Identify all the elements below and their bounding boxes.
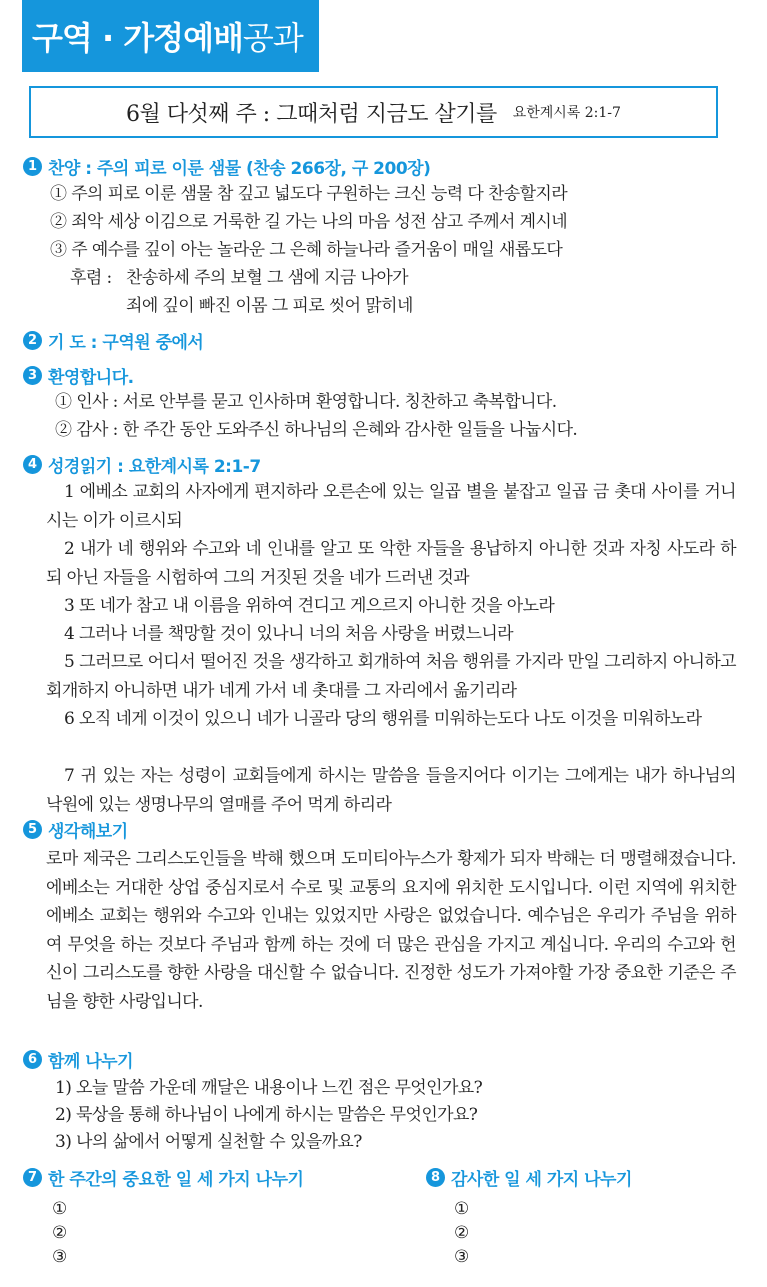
section-2-heading <box>23 328 203 353</box>
hymn-verse-3: ③ 주 예수를 깊이 아는 놀라운 그 은혜 하늘나라 즐거움이 매일 새롭도다 <box>50 240 563 260</box>
section-6-heading <box>23 1047 133 1072</box>
section-number-badge: 7 <box>23 1168 42 1187</box>
section-5-heading <box>23 817 128 842</box>
verse-6: 6 오직 네게 이것이 있으니 네가 니골라 당의 행위를 미워하는도다 나도 이것을 미워하노라 <box>64 709 702 729</box>
welcome-title: 환영합니다. <box>48 368 134 388</box>
verse-2: 2 내가 네 행위와 수고와 네 인내를 알고 또 악한 자들을 용납하지 아니한 것과 자칭 사도라 하되 아닌 자들을 시험하여 그의 거짓된 것을 네가 드러낸 것과 <box>46 539 736 588</box>
section-number-badge: 6 <box>23 1050 42 1069</box>
verse-5: 5 그러므로 어디서 떨어진 것을 생각하고 회개하여 처음 행위를 가지라 만일 그리하지 아니하고 회개하지 아니하면 내가 네게 가서 네 촛대를 그 자리에서 옮기리라 <box>46 652 736 701</box>
section-number-badge: 1 <box>23 157 42 176</box>
section-number-badge: 8 <box>426 1168 445 1187</box>
verse-1: 1 에베소 교회의 사자에게 편지하라 오른손에 있는 일곱 별을 붙잡고 일곱 금 촛대 사이를 거니시는 이가 이르시되 <box>46 482 736 531</box>
hymn-verse-1: ① 주의 피로 이룬 샘물 참 깊고 넓도다 구원하는 크신 능력 다 찬송할지라 <box>50 184 568 204</box>
weekly-events-mark-3: ③ <box>52 1247 67 1267</box>
welcome-greeting: ① 인사 : 서로 안부를 묻고 인사하며 환영합니다. 칭찬하고 축복합니다. <box>55 392 557 412</box>
gratitude-mark-3: ③ <box>454 1247 469 1267</box>
section-number-badge: 5 <box>23 820 42 839</box>
section-3-heading <box>23 363 134 388</box>
gratitude-mark-1: ① <box>454 1199 469 1219</box>
series-banner <box>22 0 319 72</box>
banner-subtitle: 공과 <box>242 19 303 57</box>
weekly-events-title: 한 주간의 중요한 일 세 가지 나누기 <box>48 1170 304 1190</box>
sharing-question-1: 1) 오늘 말씀 가운데 깨달은 내용이나 느낀 점은 무엇인가요? <box>55 1078 483 1098</box>
section-8-heading <box>426 1165 632 1190</box>
bible-reading-title: 성경읽기 : 요한계시록 2:1-7 <box>48 457 261 477</box>
scripture-reference: 요한계시록 2:1-7 <box>512 105 621 121</box>
verse-3: 3 또 네가 참고 내 이름을 위하여 견디고 게으르지 아니한 것을 아노라 <box>64 596 555 616</box>
refrain-line-1: 찬송하세 주의 보혈 그 샘에 지금 나아가 <box>126 268 408 288</box>
sharing-question-2: 2) 묵상을 통해 하나님이 나에게 하시는 말씀은 무엇인가요? <box>55 1105 478 1125</box>
gratitude-mark-2: ② <box>454 1223 469 1243</box>
verse-7: 7 귀 있는 자는 성령이 교회들에게 하시는 말씀을 들을지어다 이기는 그에게는 내가 하나님의 낙원에 있는 생명나무의 열매를 주어 먹게 하리라 <box>46 766 736 815</box>
hymn-title: 찬양 : 주의 피로 이룬 샘물 (찬송 266장, 구 200장) <box>48 159 431 179</box>
refrain-label: 후렴 : <box>70 268 112 288</box>
sharing-question-3: 3) 나의 삶에서 어떻게 실천할 수 있을까요? <box>55 1132 362 1152</box>
reflection-title: 생각해보기 <box>48 822 128 842</box>
sharing-title: 함께 나누기 <box>48 1052 134 1072</box>
refrain-line-2: 죄에 깊이 빠진 이몸 그 피로 씻어 맑히네 <box>126 296 413 316</box>
section-4-heading <box>23 452 261 477</box>
section-1-heading <box>23 154 430 179</box>
hymn-verse-2: ② 죄악 세상 이김으로 거룩한 길 가는 나의 마음 성전 삼고 주께서 계시네 <box>50 212 568 232</box>
section-7-heading <box>23 1165 303 1190</box>
lesson-title: 6월 다섯째 주 : 그때처럼 지금도 살기를 <box>126 101 497 127</box>
prayer-title: 기 도 : 구역원 중에서 <box>48 333 204 353</box>
section-number-badge: 3 <box>23 366 42 385</box>
weekly-events-mark-1: ① <box>52 1199 67 1219</box>
verse-4: 4 그러나 너를 책망할 것이 있나니 너의 처음 사랑을 버렸느니라 <box>64 624 513 644</box>
welcome-thanks: ② 감사 : 한 주간 동안 도와주신 하나님의 은혜와 감사한 일들을 나눕시다. <box>55 420 578 440</box>
banner-title: 구역 · 가정예배 <box>32 19 243 57</box>
section-number-badge: 2 <box>23 331 42 350</box>
gratitude-title: 감사한 일 세 가지 나누기 <box>451 1170 632 1190</box>
weekly-events-mark-2: ② <box>52 1223 67 1243</box>
lesson-title-box <box>29 86 718 138</box>
reflection-text: 로마 제국은 그리스도인들을 박해 했으며 도미티아누스가 황제가 되자 박해는 더 맹렬해졌습니다. 에베소는 거대한 상업 중심지로서 수로 및 교통의 요지에 위치한 도시입니다. 이런 지역에 위치한 에베소 교회는 행위와 수고와 인내는 있었지만 사랑은 없었습니다. 예수님은 우리가 주님을 위하여 무엇을 하는 것보다 주님과 함께 하는 것에 더 많은 관심을 가지고 계십니다. 우리의 수고와 헌신이 그리스도를 향한 사랑을 대신할 수 없습니다. 진정한 성도가 가져야할 가장 중요한 기준은 주님을 향한 사랑입니다. <box>46 849 736 1012</box>
section-number-badge: 4 <box>23 455 42 474</box>
